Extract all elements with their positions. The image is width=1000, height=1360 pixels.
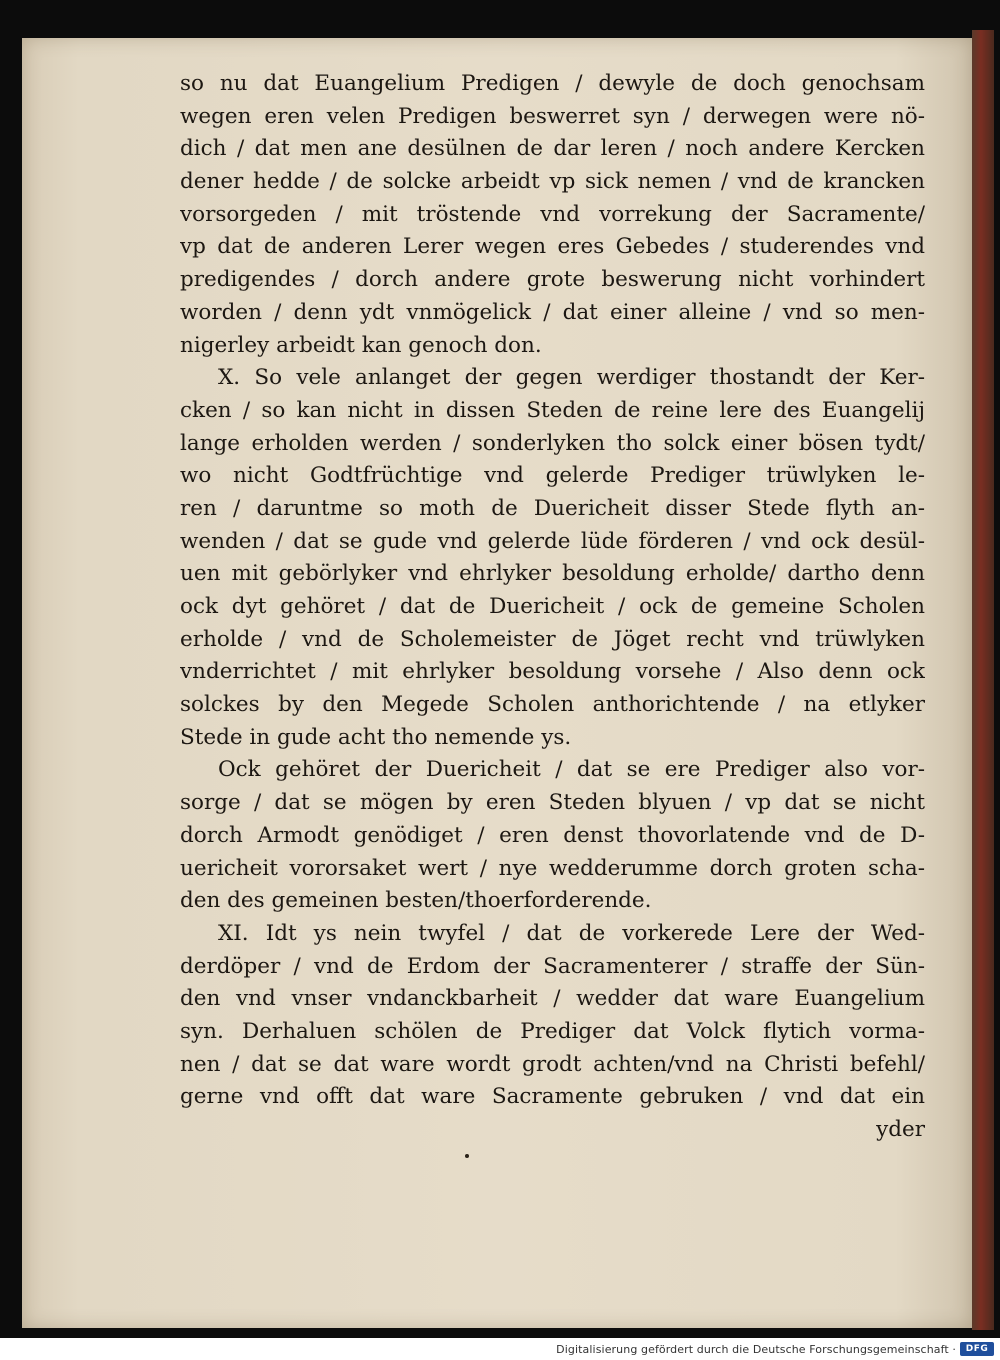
page-body <box>180 68 925 1147</box>
text-line: dich / dat men ane desülnen de dar leren / noch andere Kercken <box>180 136 925 162</box>
text-line: so nu dat Euangelium Predigen / dewyle de doch genochsam <box>180 71 925 96</box>
text-line: vorsorgeden / mit tröstende vnd vorrekung der Sacramente/ <box>180 201 925 227</box>
paragraph-start-line: Ock gehöret der Duericheit / dat se ere Prediger also vor- <box>218 757 925 783</box>
text-line: ren / daruntme so moth de Duericheit disser Stede flyth an- <box>180 495 925 521</box>
dfg-logo-text: DFG <box>965 1344 989 1354</box>
text-line: wenden / dat se gude vnd gelerde lüde förderen / vnd ock desül- <box>180 528 925 554</box>
text-line: vnderrichtet / mit ehrlyker besoldung vorsehe / Also denn ock <box>180 659 925 685</box>
text-line: wegen eren velen Predigen beswerret syn / derwegen were nö- <box>180 103 925 129</box>
text-line: dener hedde / de solcke arbeidt vp sick nemen / vnd de krancken <box>180 169 925 195</box>
text-line: erholde / vnd de Scholemeister de Jöget recht vnd trüwlyken <box>180 626 925 652</box>
text-line: gerne vnd offt dat ware Sacramente gebruken / vnd dat ein <box>180 1084 925 1110</box>
text-line: den des gemeinen besten/thoerforderende. <box>180 888 652 914</box>
text-line: vp dat de anderen Lerer wegen eres Gebedes / studerendes vnd <box>180 234 925 260</box>
text-line: derdöper / vnd de Erdom der Sacramenterer / straffe der Sün- <box>180 953 925 979</box>
text-line: worden / denn ydt vnmögelick / dat einer alleine / vnd so men- <box>180 299 925 325</box>
text-line: solckes by den Megede Scholen anthorichtende / na etlyker <box>180 692 925 718</box>
section-xi-heading-line: XI. Idt ys nein twyfel / dat de vorkerede Lere der Wed- <box>218 920 925 946</box>
text-line: uen mit gebörlyker vnd ehrlyker besoldung erholde/ dartho denn <box>180 561 925 587</box>
text-line: syn. Derhaluen schölen de Prediger dat Volck flytich vorma- <box>180 1018 925 1044</box>
footer-credit: Digitalisierung gefördert durch die Deutsche Forschungsgemeinschaft · <box>556 1343 956 1356</box>
text-line: cken / so kan nicht in dissen Steden de reine lere des Euangelij <box>180 397 925 423</box>
text-line: wo nicht Godtfrüchtige vnd gelerde Prediger trüwlyken le- <box>180 463 925 489</box>
text-line: nen / dat se dat ware wordt grodt achten/vnd na Christi befehl/ <box>180 1051 925 1077</box>
dfg-logo-icon <box>960 1342 994 1356</box>
text-line: dorch Armodt genödiget / eren denst thovorlatende vnd de D- <box>180 822 925 848</box>
text-line: uericheit vororsaket wert / nye wedderumme dorch groten scha- <box>180 855 925 881</box>
text-line: nigerley arbeidt kan genoch don. <box>180 332 542 358</box>
text-line: predigendes / dorch andere grote beswerung nicht vorhindert <box>180 267 925 293</box>
text-line: sorge / dat se mögen by eren Steden blyuen / vp dat se nicht <box>180 790 925 816</box>
book-edge <box>972 30 994 1330</box>
ink-dot <box>465 1154 469 1158</box>
section-x-heading-line: X. So vele anlanget der gegen werdiger thostandt der Ker- <box>218 365 925 391</box>
text-line: Stede in gude acht tho nemende ys. <box>180 724 572 750</box>
text-line: ock dyt gehöret / dat de Duericheit / ock de gemeine Scholen <box>180 594 925 619</box>
catchword: yder <box>876 1117 925 1142</box>
text-line: den vnd vnser vndanckbarheit / wedder dat ware Euangelium <box>180 986 925 1012</box>
footer-bar <box>0 1338 1000 1360</box>
text-line: lange erholden werden / sonderlyken tho solck einer bösen tydt/ <box>180 430 925 456</box>
